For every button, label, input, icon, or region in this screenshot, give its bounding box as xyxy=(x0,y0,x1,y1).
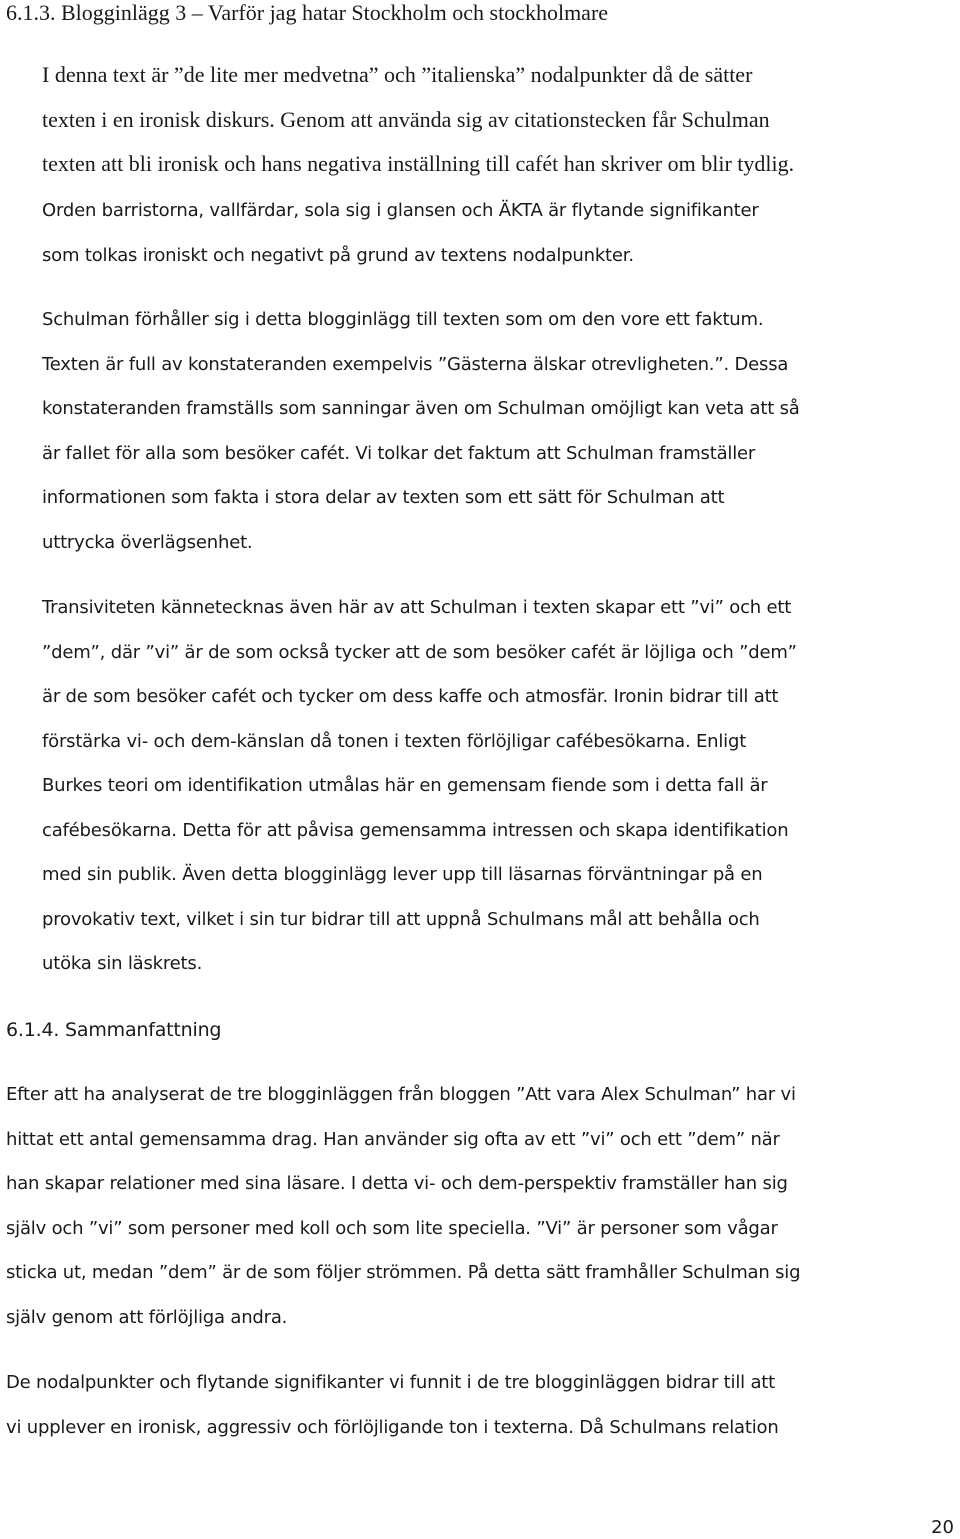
paragraph-6 xyxy=(6,1361,779,1450)
paragraph-4-line: Transiviteten kännetecknas även här av att Schulman i texten skapar ett ”vi” och ett xyxy=(42,597,792,618)
paragraph-5-line: själv genom att förlöjliga andra. xyxy=(6,1306,288,1328)
paragraph-4-line: ”dem”, där ”vi” är de som också tycker att de som besöker cafét är löjliga och ”dem” xyxy=(42,641,797,663)
section-heading-6-1-4: 6.1.4. Sammanfattning xyxy=(6,1019,222,1041)
paragraph-4-line: provokativ text, vilket i sin tur bidrar till att uppnå Schulmans mål att behålla och xyxy=(42,908,760,930)
paragraph-4 xyxy=(42,586,797,987)
paragraph-5-line: han skapar relationer med sina läsare. I detta vi- och dem-perspektiv framställer han sig xyxy=(6,1173,788,1194)
paragraph-3-line: Texten är full av konstateranden exempelvis ”Gästerna älskar otrevligheten.”. Dessa xyxy=(42,353,789,375)
paragraph-3-line: uttrycka överlägsenhet. xyxy=(42,531,253,553)
page-number: 20 xyxy=(931,1517,954,1538)
paragraph-1-line: texten att bli ironisk och hans negativa inställning till cafét han skriver om blir tydlig. xyxy=(42,151,795,176)
paragraph-1 xyxy=(42,53,794,187)
paragraph-1-line: I denna text är ”de lite mer medvetna” och ”italienska” nodalpunkter då de sätter xyxy=(42,62,753,87)
paragraph-5-line: hittat ett antal gemensamma drag. Han använder sig ofta av ett ”vi” och ett ”dem” när xyxy=(6,1128,780,1150)
paragraph-5-line: sticka ut, medan ”dem” är de som följer strömmen. På detta sätt framhåller Schulman sig xyxy=(6,1262,801,1283)
paragraph-4-line: Burkes teori om identifikation utmålas här en gemensam fiende som i detta fall är xyxy=(42,775,768,796)
paragraph-2-line: som tolkas ironiskt och negativt på grund av textens nodalpunkter. xyxy=(42,244,634,266)
section-heading-6-1-3: 6.1.3. Blogginlägg 3 – Varför jag hatar Stockholm och stockholmare xyxy=(6,0,609,25)
paragraph-3-line: Schulman förhåller sig i detta blogginlägg till texten som om den vore ett faktum. xyxy=(42,309,764,330)
paragraph-3 xyxy=(42,298,800,565)
paragraph-1-line: texten i en ironisk diskurs. Genom att använda sig av citationstecken får Schulman xyxy=(42,106,770,132)
paragraph-4-line: cafébesökarna. Detta för att påvisa gemensamma intressen och skapa identifikation xyxy=(42,819,789,841)
paragraph-3-line: konstateranden framställs som sanningar även om Schulman omöjligt kan veta att så xyxy=(42,398,800,419)
paragraph-4-line: förstärka vi- och dem-känslan då tonen i texten förlöjligar cafébesökarna. Enligt xyxy=(42,730,747,752)
paragraph-6-line: De nodalpunkter och flytande signifikanter vi funnit i de tre blogginläggen bidrar till att xyxy=(6,1372,775,1393)
paragraph-4-line: är de som besöker cafét och tycker om dess kaffe och atmosfär. Ironin bidrar till att xyxy=(42,686,779,707)
paragraph-2 xyxy=(42,189,759,278)
paragraph-5-line: själv och ”vi” som personer med koll och som lite speciella. ”Vi” är personer som vågar xyxy=(6,1217,778,1239)
paragraph-4-line: utöka sin läskrets. xyxy=(42,953,203,974)
paragraph-3-line: är fallet för alla som besöker cafét. Vi tolkar det faktum att Schulman framställer xyxy=(42,442,756,464)
paragraph-4-line: med sin publik. Även detta blogginlägg lever upp till läsarnas förväntningar på en xyxy=(42,864,763,885)
paragraph-6-line: vi upplever en ironisk, aggressiv och förlöjligande ton i texterna. Då Schulmans relation xyxy=(6,1416,779,1438)
paragraph-2-line: Orden barristorna, vallfärdar, sola sig i glansen och ÄKTA är flytande signifikanter xyxy=(42,200,759,221)
paragraph-5-line: Efter att ha analyserat de tre blogginläggen från bloggen ”Att vara Alex Schulman” har vi xyxy=(6,1084,796,1105)
paragraph-5 xyxy=(6,1073,800,1340)
paragraph-3-line: informationen som fakta i stora delar av texten som ett sätt för Schulman att xyxy=(42,487,725,508)
